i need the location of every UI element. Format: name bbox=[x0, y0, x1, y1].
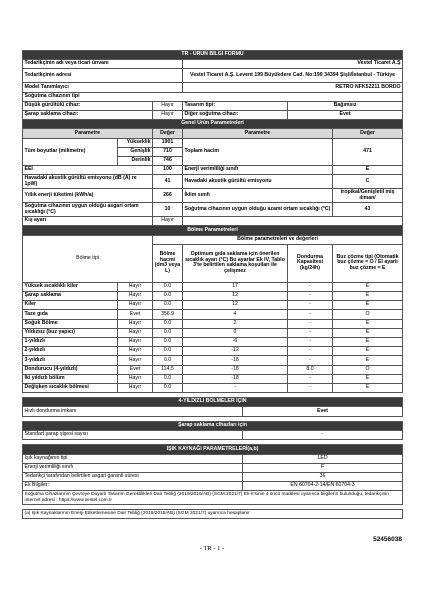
compartment-row bbox=[23, 337, 403, 346]
compartment-volume: 0.0 bbox=[153, 319, 183, 328]
compartment-name: Dondurucu (4-yıldızlı) bbox=[23, 365, 118, 374]
compartment-name: Taze gıda bbox=[23, 310, 118, 319]
compartment-freeze: - bbox=[288, 347, 333, 356]
compartment-defrost: E bbox=[333, 356, 403, 365]
compartment-volume: 0.0 bbox=[153, 328, 183, 337]
depth-label: Derinlik bbox=[118, 156, 153, 165]
compartment-defrost: O bbox=[333, 310, 403, 319]
compartment-row bbox=[23, 310, 403, 319]
compartment-defrost: E bbox=[333, 328, 403, 337]
compartment-volume: 0.0 bbox=[153, 301, 183, 310]
compartment-name: Soğuk Bölme bbox=[23, 319, 118, 328]
compartment-volume: 0.0 bbox=[153, 292, 183, 301]
compartment-present: Hayır bbox=[118, 356, 153, 365]
compartment-volume: 0.0 bbox=[153, 337, 183, 346]
compartment-present: Hayır bbox=[118, 383, 153, 392]
compartment-temp: -6 bbox=[183, 337, 288, 346]
noise-value: 41 bbox=[153, 175, 183, 189]
compartment-freeze: - bbox=[288, 383, 333, 392]
compartment-present: Hayır bbox=[118, 328, 153, 337]
compartment-row bbox=[23, 328, 403, 337]
compartment-temp: -12 bbox=[183, 347, 288, 356]
low-noise-value: Hayır bbox=[153, 101, 183, 110]
compartment-row bbox=[23, 356, 403, 365]
compartment-temp: - bbox=[183, 383, 288, 392]
compartment-defrost: E bbox=[333, 292, 403, 301]
general-header: Genel Ürün Parametreleri bbox=[23, 120, 403, 129]
compartment-volume-label: Bölme hacmi (dm3 veya L) bbox=[153, 244, 183, 282]
compartment-defrost: O bbox=[333, 365, 403, 374]
noise-class-value: C bbox=[333, 175, 403, 189]
warranty-label: Tedarikçi tarafından belirtilen asgari garanti süresi bbox=[23, 472, 243, 481]
compartment-defrost: E bbox=[333, 337, 403, 346]
compartment-present: Hayır bbox=[118, 301, 153, 310]
height-value: 1901 bbox=[153, 138, 183, 147]
compartment-rows bbox=[23, 282, 403, 392]
model-code: 52456038 bbox=[373, 536, 402, 543]
info-table bbox=[22, 50, 403, 519]
compartment-freeze: - bbox=[288, 337, 333, 346]
supplier-name: Vestel Ticaret A.Ş bbox=[183, 60, 403, 69]
max-temp-value: 43 bbox=[333, 203, 403, 217]
compartment-name: Yıldızsız (buz yapıcı) bbox=[23, 328, 118, 337]
other-cooling-value: Evet bbox=[288, 110, 403, 119]
compartment-row bbox=[23, 347, 403, 356]
light-type-value: LED bbox=[243, 454, 403, 463]
compartment-present: Hayır bbox=[118, 347, 153, 356]
compartment-volume: 0.0 bbox=[153, 383, 183, 392]
compartment-defrost: E bbox=[333, 347, 403, 356]
compartment-volume: 0.0 bbox=[153, 347, 183, 356]
compartment-name: 2-yıldızlı bbox=[23, 347, 118, 356]
compartment-volume: 0.0 bbox=[153, 356, 183, 365]
wine-label: Şarap saklama cihazı: bbox=[23, 110, 153, 119]
compartment-defrost: E bbox=[333, 282, 403, 291]
compartment-present: Hayır bbox=[118, 337, 153, 346]
compartment-temp: 12 bbox=[183, 292, 288, 301]
compartment-volume: 114.5 bbox=[153, 365, 183, 374]
winter-value: Hayır bbox=[153, 217, 183, 226]
model-value: RETRO NFK52211 BORDO bbox=[183, 83, 403, 92]
compartment-row bbox=[23, 282, 403, 291]
compartment-present: Evet bbox=[118, 310, 153, 319]
compartment-freeze: - bbox=[288, 292, 333, 301]
extra-info-value: EN 60704-2-14/EN 60704-3 bbox=[243, 482, 403, 491]
footnote-supplier-url: Soğutma Cihazlarının Çevreye Duyarlı Tasarım Gereklilikleri Dair Tebliğ (2019/2019/AB) (SGM:2021/7) Ek-II'sinin 4 üncü maddesi uyarınca bilgilerin bulunduğu, tedarikçinin internet adresi : https://www.vestel.com.tr bbox=[23, 491, 403, 504]
std-wine-label: Standart şarap şişesi sayısı bbox=[23, 431, 243, 440]
compartment-temp: 0 bbox=[183, 328, 288, 337]
compartment-present: Hayır bbox=[118, 282, 153, 291]
compartment-name: Kiler bbox=[23, 301, 118, 310]
page-number: - TR - 1 - bbox=[199, 545, 225, 552]
depth-value: 746 bbox=[153, 156, 183, 165]
compartment-volume: 0.0 bbox=[153, 282, 183, 291]
four-star-header: 4-YILDIZLI BÖLMELER İÇİN bbox=[23, 398, 403, 407]
compartment-values-header: Bölme parametreleri ve değerleri bbox=[153, 235, 403, 244]
other-cooling-label: Diğer soğutma cihazı: bbox=[183, 110, 288, 119]
compartment-temp: -18 bbox=[183, 374, 288, 383]
model-label: Model Tanımlayıcı bbox=[23, 83, 183, 92]
compartment-freeze: - bbox=[288, 374, 333, 383]
compartment-defrost: E bbox=[333, 374, 403, 383]
supplier-name-label: Tedarikçinin adı veya ticari ünvanı bbox=[23, 60, 183, 69]
compartment-row bbox=[23, 383, 403, 392]
product-info-sheet bbox=[22, 50, 402, 519]
annual-energy-value: 266 bbox=[153, 189, 183, 203]
compartment-row bbox=[23, 374, 403, 383]
supplier-address: Vestel Ticaret A.Ş. Levent 199 Büyükdere Cad. No:199 34394 Şişli/İstanbul - Türkiye bbox=[183, 69, 403, 83]
compartment-name: Değişken sıcaklık bölmesi bbox=[23, 383, 118, 392]
compartment-present: Hayır bbox=[118, 319, 153, 328]
compartment-optimum-label: Optimum gıda saklama için önerilen sıcaklık ayarı (°C) Bu ayarlar Ek IV, Tablo 3'te belirtilen saklama koşulları ile çelişmez bbox=[183, 244, 288, 282]
compartment-temp: -18 bbox=[183, 356, 288, 365]
compartment-header: Bölme Parametreleri bbox=[23, 226, 403, 235]
compartment-row bbox=[23, 319, 403, 328]
cooling-type-label: Soğutma cihazının tipi bbox=[23, 92, 403, 101]
general-col-param-2: Parametre bbox=[183, 129, 333, 138]
compartment-name: İki yıldızlı bölüm bbox=[23, 374, 118, 383]
annual-energy-label: Yıllık enerji tüketimi (kWh/a) bbox=[23, 189, 153, 203]
compartment-freeze-label: Dondurma Kapasitesi (kg/24h) bbox=[288, 244, 333, 282]
fast-freeze-label: Hızlı dondurma imkanı bbox=[23, 407, 243, 416]
compartment-name: 3-yıldızlı bbox=[23, 356, 118, 365]
compartment-present: Hayır bbox=[118, 374, 153, 383]
design-type-value: Bağımsız bbox=[288, 101, 403, 110]
extra-info-label: Ek Bilgiler: bbox=[23, 482, 243, 491]
compartment-name: Yüksek sıcaklıklı kiler bbox=[23, 282, 118, 291]
compartment-defrost-label: Buz çözme tipi (Otomatik buz çözme = O / El ayarlı buz çözme = E bbox=[333, 244, 403, 282]
compartment-temp: -18 bbox=[183, 365, 288, 374]
compartment-name: 1-yıldızlı bbox=[23, 337, 118, 346]
climate-class-label: İklim sınıfı bbox=[183, 189, 333, 203]
wine-value: Hayır bbox=[153, 110, 183, 119]
compartment-temp: 2 bbox=[183, 319, 288, 328]
compartment-volume: 0.0 bbox=[153, 374, 183, 383]
compartment-volume: 356.9 bbox=[153, 310, 183, 319]
min-temp-value: 10 bbox=[153, 203, 183, 217]
compartment-temp: 12 bbox=[183, 301, 288, 310]
compartment-defrost: E bbox=[333, 319, 403, 328]
light-source-header: IŞIK KAYNAĞI PARAMETRELERİ(a,b) bbox=[23, 445, 403, 454]
compartment-present: Hayır bbox=[118, 292, 153, 301]
compartment-temp: 17 bbox=[183, 282, 288, 291]
compartment-type-label: Bölme tipi bbox=[23, 235, 153, 282]
noise-label: Havadaki akustik gürültü emisyonu (dB (A) re 1pW) bbox=[23, 175, 153, 189]
wine-header: Şarap saklama cihazları için bbox=[23, 421, 403, 430]
warranty-value: 36 bbox=[243, 472, 403, 481]
compartment-row bbox=[23, 301, 403, 310]
min-temp-label: Soğutma cihazının uygun olduğu asgari ortam sıcaklığı (°C) bbox=[23, 203, 153, 217]
fast-freeze-value: Evet bbox=[243, 407, 403, 416]
design-type-label: Tasarım tipi: bbox=[183, 101, 288, 110]
compartment-freeze: - bbox=[288, 310, 333, 319]
dimensions-label: Tüm boyutlar (milimetre) bbox=[23, 138, 118, 166]
compartment-freeze: - bbox=[288, 282, 333, 291]
compartment-freeze: - bbox=[288, 356, 333, 365]
eei-label: EEI bbox=[23, 166, 153, 175]
energy-class-label: Enerji verimliliği sınıfı bbox=[183, 166, 333, 175]
width-value: 710 bbox=[153, 147, 183, 156]
sheet-title: TR - ÜRÜN BİLGİ FORMU bbox=[23, 51, 403, 60]
compartment-row bbox=[23, 365, 403, 374]
compartment-row bbox=[23, 292, 403, 301]
climate-class-value: tropikal/Genişletil miş ılıman/ bbox=[333, 189, 403, 203]
width-label: Genişlik bbox=[118, 147, 153, 156]
compartment-temp: 4 bbox=[183, 310, 288, 319]
light-class-label: Enerji verimliliği sınıfı bbox=[23, 463, 243, 472]
compartment-defrost: E bbox=[333, 383, 403, 392]
general-col-value: Değer bbox=[153, 129, 183, 138]
general-col-value-2: Değer bbox=[333, 129, 403, 138]
general-col-param: Parametre bbox=[23, 129, 153, 138]
total-volume-value: 471 bbox=[333, 138, 403, 166]
supplier-address-label: Tedarikçinin adresi bbox=[23, 69, 183, 83]
footnote-light-calc: (a) Işık Kaynaklarının Enerji Etiketlemesine Dair Tebliğ (2019/2015/AB) (SGM 2021/7) uyarınca hesaplanır bbox=[23, 509, 403, 518]
winter-label: Kış ayarı bbox=[23, 217, 153, 226]
compartment-freeze: - bbox=[288, 319, 333, 328]
compartment-name: Şarap saklama bbox=[23, 292, 118, 301]
light-type-label: Işık kaynağının tipi bbox=[23, 454, 243, 463]
light-class-value: F bbox=[243, 463, 403, 472]
compartment-freeze: - bbox=[288, 301, 333, 310]
compartment-defrost: E bbox=[333, 301, 403, 310]
height-label: Yükseklik bbox=[118, 138, 153, 147]
compartment-present: Evet bbox=[118, 365, 153, 374]
eei-value: 100 bbox=[153, 166, 183, 175]
compartment-freeze: - bbox=[288, 328, 333, 337]
compartment-freeze: 8.0 bbox=[288, 365, 333, 374]
energy-class-value: E bbox=[333, 166, 403, 175]
max-temp-label: Soğutma cihazının uygun olduğu azami ortam sıcaklığı (°C) bbox=[183, 203, 333, 217]
low-noise-label: Düşük gürültülü cihaz: bbox=[23, 101, 153, 110]
total-volume-label: Toplam hacim bbox=[183, 138, 333, 166]
noise-class-label: Havadaki akustik gürültü emisyonu bbox=[183, 175, 333, 189]
std-wine-value: - bbox=[243, 431, 403, 440]
